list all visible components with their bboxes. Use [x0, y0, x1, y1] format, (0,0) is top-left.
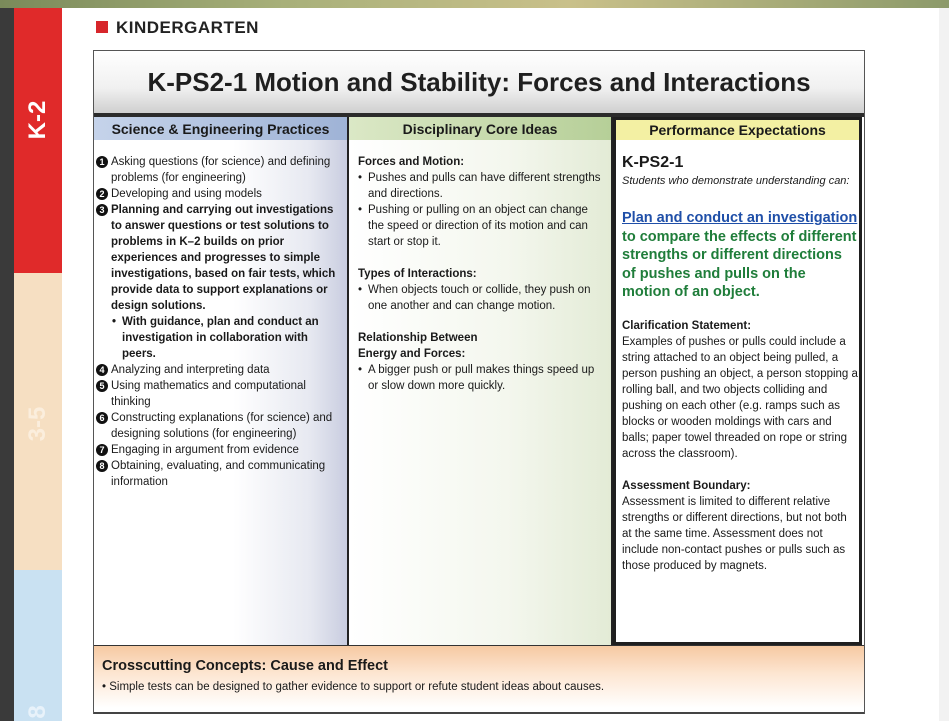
sidebar-label-k2: K-2 [24, 100, 51, 140]
grade-band-sidebar [0, 0, 62, 721]
number-badge: 6 [96, 412, 108, 424]
bullet-icon: • [358, 284, 363, 296]
list-item: • Pushing or pulling on an object can change the speed or direction of its motion and can start or stop it. [358, 204, 588, 248]
pe-code: K-PS2-1 [622, 154, 684, 171]
sidebar-dark-edge [0, 8, 14, 721]
list-item: • When objects touch or collide, they push on one another and can change motion. [358, 284, 591, 312]
practices-header: Science & Engineering Practices [94, 117, 347, 140]
grade-heading [96, 18, 259, 38]
list-item: 8 Obtaining, evaluating, and communicating information [96, 458, 344, 490]
column-divider [347, 117, 349, 645]
sidebar-label-3-5: 3-5 [24, 406, 51, 442]
crosscutting-concepts [94, 645, 864, 708]
number-badge: 4 [96, 364, 108, 376]
assessment-boundary-heading: Assessment Boundary: [622, 479, 751, 492]
clarification-heading: Clarification Statement: [622, 319, 752, 332]
number-badge: 5 [96, 380, 108, 392]
list-item: • Pushes and pulls can have different strengths and directions. [358, 172, 601, 200]
practices-list [96, 154, 344, 490]
title-text: K-PS2-1 Motion and Stability: Forces and Interactions [147, 66, 811, 97]
clarification-text: Examples of pushes or pulls could include a string attached to an object being pulled, a person pushing an object, a person stopping a rolling ball, and two objects colliding and pushing on each other (e.g. ramps such as blocks or wooden moldings with cars and balls; paper towel threaded on rope or string across the classroom). [622, 335, 858, 460]
list-item: • A bigger push or pull makes things speed up or slow down more quickly. [358, 364, 595, 392]
pe-intro: Students who demonstrate understanding can: [622, 175, 850, 187]
column-divider [611, 117, 613, 645]
sidebar-label-8: 8 [24, 705, 51, 719]
bullet-icon: • [112, 316, 117, 328]
list-item: 1 Asking questions (for science) and defining problems (for engineering) [96, 154, 344, 186]
number-badge: 8 [96, 460, 108, 472]
list-item: 6 Constructing explanations (for science) and designing solutions (for engineering) [96, 410, 344, 442]
performance-expectations-header: Performance Expectations [616, 120, 859, 140]
page-title [94, 51, 864, 113]
number-badge: 7 [96, 444, 108, 456]
section-heading: Energy and Forces: [358, 348, 466, 360]
sidebar-band-k2 [14, 8, 62, 273]
sidebar-band-8 [14, 570, 62, 721]
list-item: 3 Planning and carrying out investigations to answer questions or test solutions to problems in K–2 builds on prior experiences and progresses to simple investigations, based on fair tests, which provide data to support explanations or design solutions. [96, 202, 344, 314]
crosscutting-text: • Simple tests can be designed to gather evidence to support or refute student ideas about causes. [102, 681, 605, 693]
core-ideas-content [358, 154, 603, 394]
section-heading: Relationship Between [358, 332, 478, 344]
grade-label: KINDERGARTEN [116, 18, 259, 37]
red-square-icon [96, 21, 108, 33]
number-badge: 1 [96, 156, 108, 168]
sub-bullet: • With guidance, plan and conduct an investigation in collaboration with peers. [112, 316, 319, 360]
section-heading: Types of Interactions: [358, 268, 477, 280]
section-heading: Forces and Motion: [358, 156, 465, 168]
number-badge: 3 [96, 204, 108, 216]
pe-link[interactable]: Plan and conduct an investigation [622, 210, 858, 226]
performance-expectation-content [622, 153, 858, 574]
bullet-icon: • [358, 172, 363, 184]
core-ideas-header: Disciplinary Core Ideas [349, 117, 611, 140]
assessment-boundary-text: Assessment is limited to different relative strengths or different directions, but not both at the same time. Assessment does not include non-contact pushes or pulls such as those produced by magnets. [622, 495, 847, 572]
list-item: 5 Using mathematics and computational thinking [96, 378, 344, 410]
top-image-strip [0, 0, 949, 8]
list-item: 2 Developing and using models [96, 186, 344, 202]
pe-statement: Plan and conduct an investigation to compare the effects of different strengths or different directions of pushes and pulls on the motion of an object. [622, 210, 858, 300]
number-badge: 2 [96, 188, 108, 200]
right-page-edge [939, 8, 949, 721]
crosscutting-title: Crosscutting Concepts: Cause and Effect [102, 658, 389, 674]
bottom-rule [94, 712, 864, 714]
list-item: 7 Engaging in argument from evidence [96, 442, 344, 458]
list-item: 4 Analyzing and interpreting data [96, 362, 344, 378]
bullet-icon: • [358, 364, 363, 376]
bullet-icon: • [358, 204, 363, 216]
